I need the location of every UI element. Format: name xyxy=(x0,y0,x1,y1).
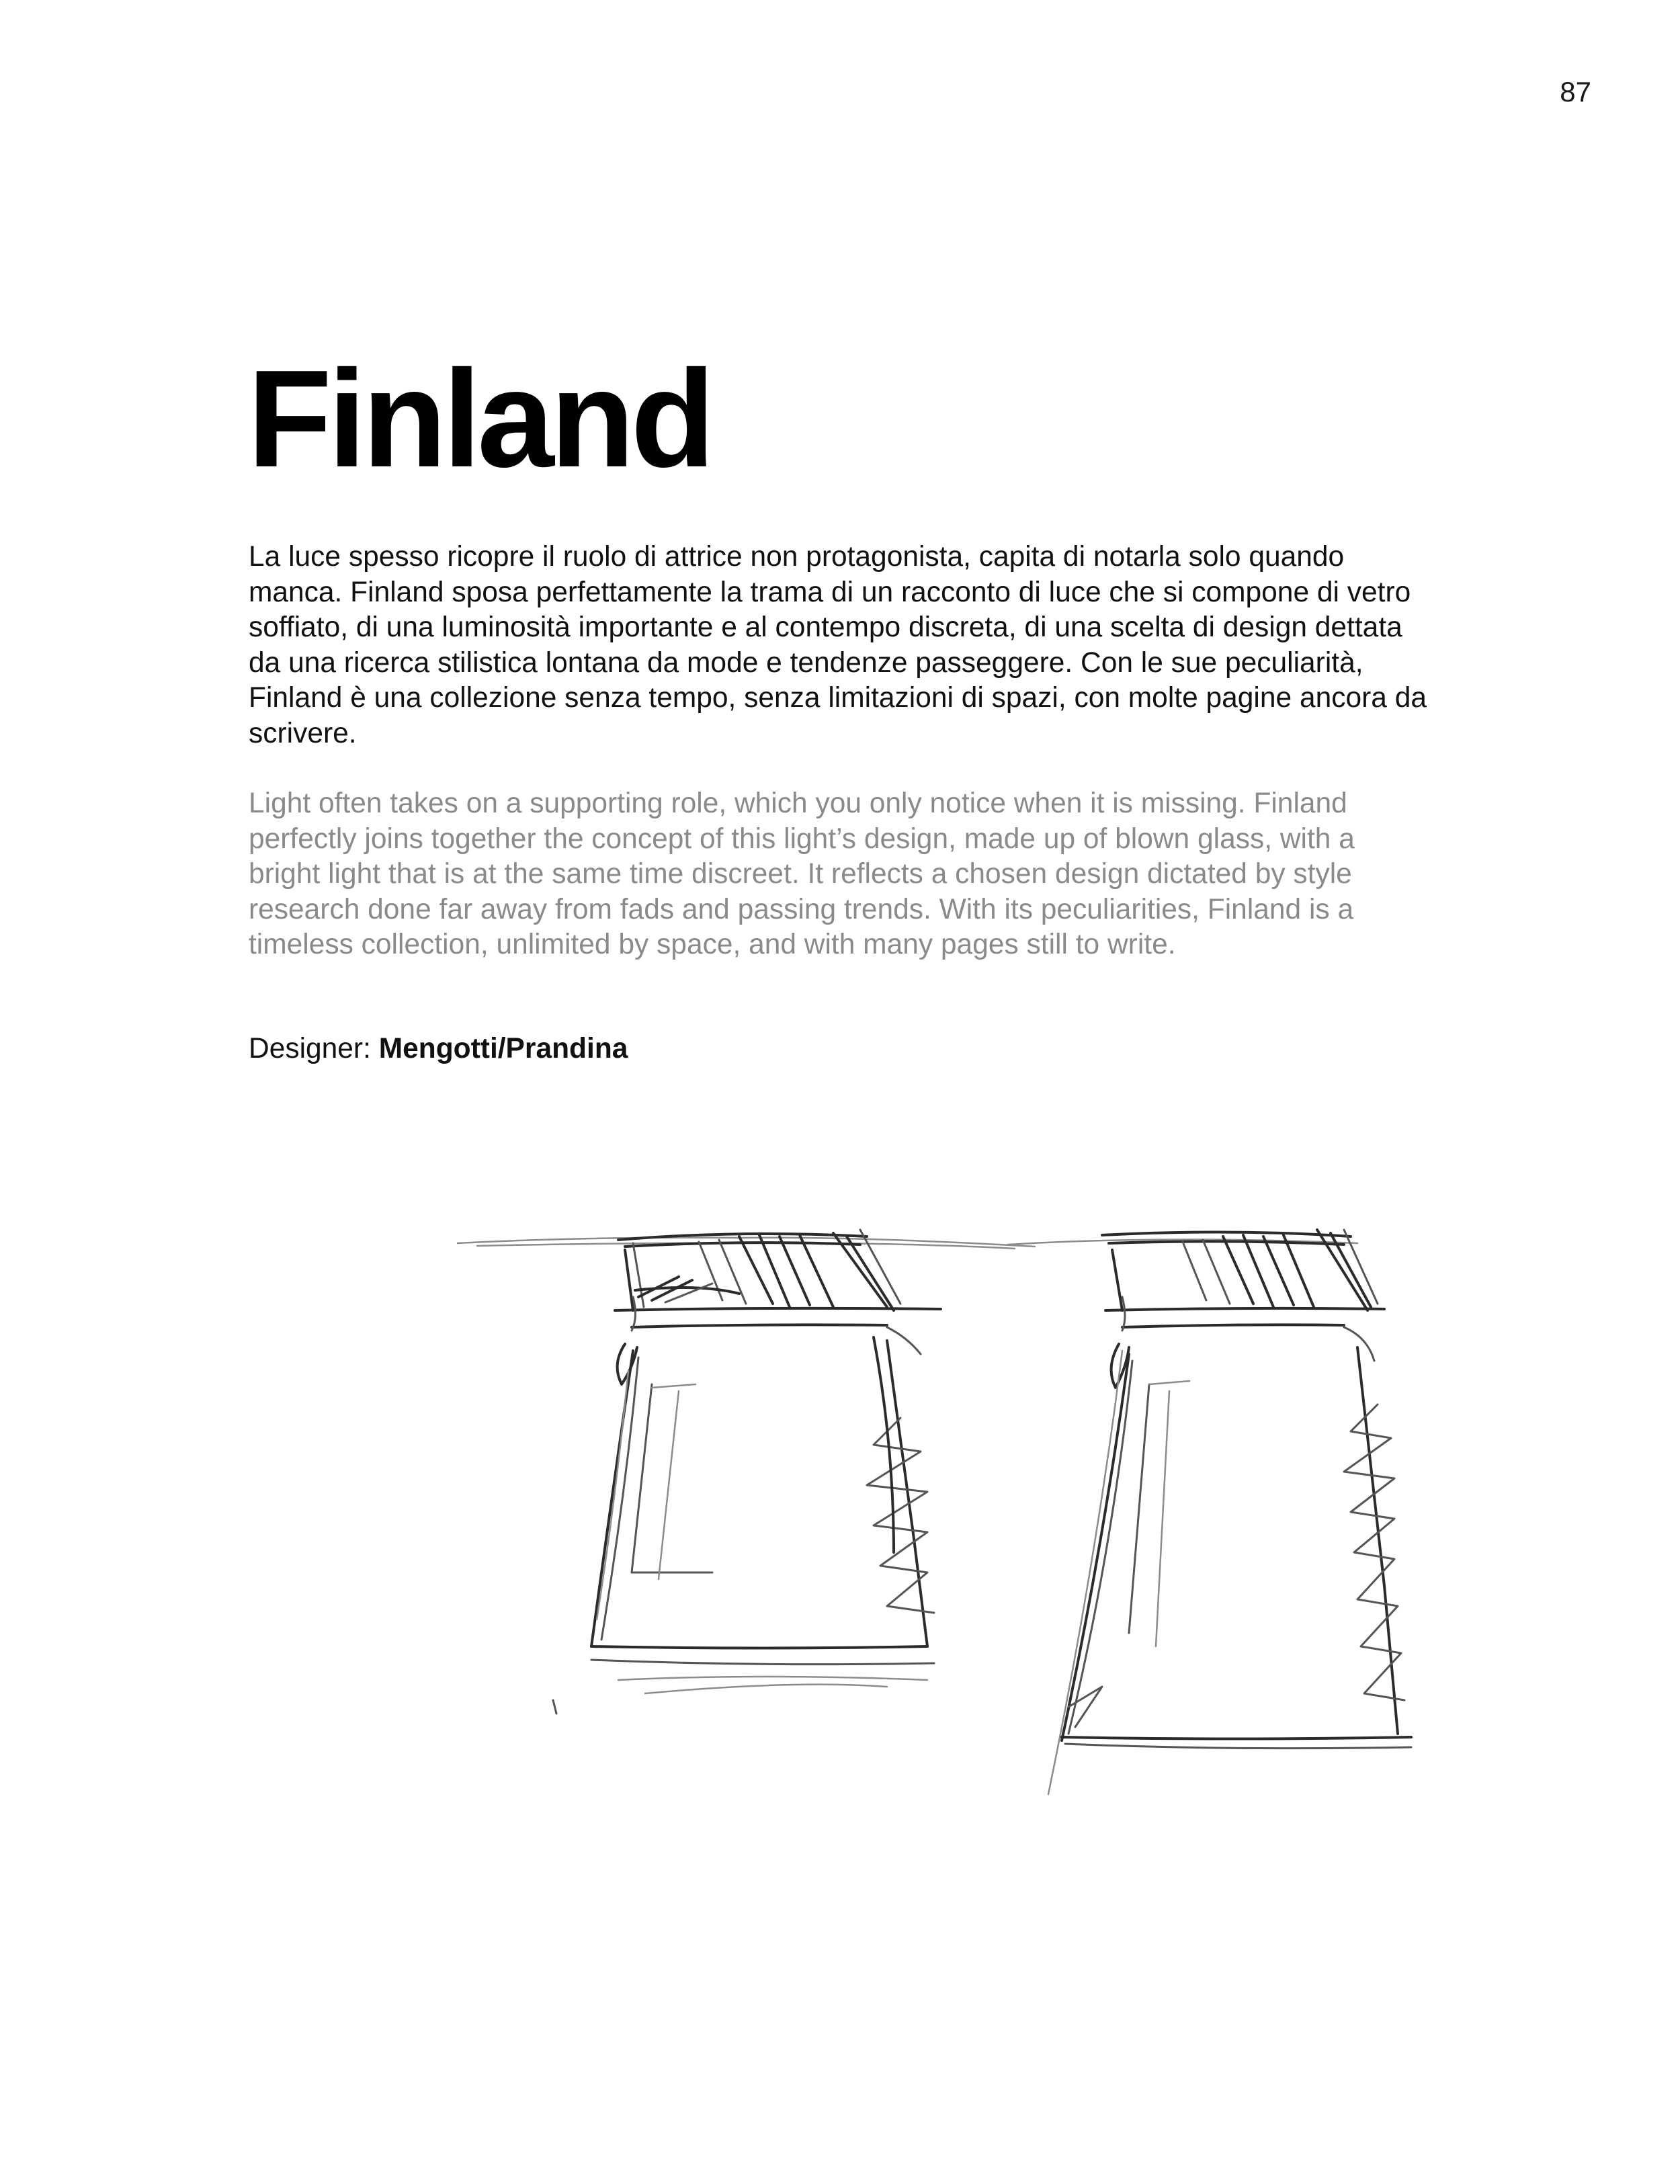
lamp-sketch-illustration xyxy=(457,1216,1465,1855)
page-number: 87 xyxy=(1560,76,1591,108)
left-lamp-sketch xyxy=(457,1230,1035,1714)
description-english: Light often takes on a supporting role, which you only notice when it is missing. Finland perfectly joins together the concept of this light’s design, made up of blown glass, with a bright light that is at the same time discreet. It reflects a chosen design dictated by style research done far away from fads and passing trends. With its peculiarities, Finland is a timeless collection, unlimited by space, and with many pages still to write. xyxy=(249,788,1355,960)
description-italian: La luce spesso ricopre il ruolo di attrice non protagonista, capita di notarla solo quando manca. Finland sposa perfettamente la trama di un racconto di luce che si compone di vetro soffiato, di una luminosità importante e al contempo discreta, di una scelta di design dettata da una ricerca stilistica lontana da mode e tendenze passeggere. Con le sue peculiarità, Finland è una collezione senza tempo, senza limitazioni di spazi, con molte pagine ancora da scrivere. xyxy=(249,541,1427,749)
product-title: Finland xyxy=(247,341,712,496)
right-lamp-sketch xyxy=(1008,1230,1411,1794)
designer-credit xyxy=(249,1032,628,1066)
designer-label: Designer: xyxy=(249,1033,371,1064)
designer-name: Mengotti/Prandina xyxy=(378,1033,628,1064)
